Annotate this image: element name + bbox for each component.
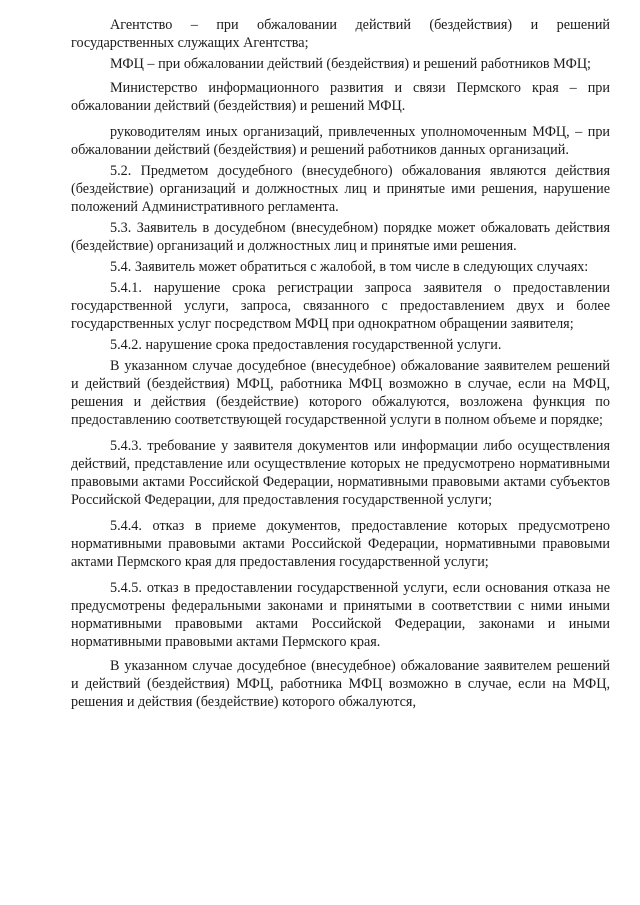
paragraph-other-organizations-appeal: руководителям иных организаций, привлеченных уполномоченным МФЦ, – при обжаловании действий (бездействия) и решений работников данных организаций. xyxy=(71,124,610,158)
paragraph-5-4-5: 5.4.5. отказ в предоставлении государственной услуги, если основания отказа не предусмотрены федеральными законами и принятыми в соответствии с ними иными нормативными правовыми актами Российской Федерации, законами и иными нормативными правовыми актами Пермского края. xyxy=(71,580,610,650)
paragraph-mfc-appeal: МФЦ – при обжаловании действий (бездействия) и решений работников МФЦ; xyxy=(110,56,592,72)
document-body xyxy=(71,16,610,711)
paragraph-ministry-appeal: Министерство информационного развития и связи Пермского края – при обжаловании действий (бездействия) и решений МФЦ. xyxy=(71,80,610,114)
paragraph-5-4-1: 5.4.1. нарушение срока регистрации запроса заявителя о предоставлении государственной услуги, запроса, связанного с предоставлением двух и более государственных услуг посредством МФЦ при однократном обращении заявителя; xyxy=(71,280,610,332)
paragraph-5-3: 5.3. Заявитель в досудебном (внесудебном) порядке может обжаловать действия (бездействие) организаций и должностных лиц и принятые ими решения. xyxy=(71,220,610,254)
paragraph-5-4-4: 5.4.4. отказ в приеме документов, предоставление которых предусмотрено нормативными правовыми актами Российской Федерации, нормативными правовыми актами Пермского края для предоставления государственной услуги; xyxy=(71,518,610,570)
paragraph-mfc-note-1: В указанном случае досудебное (внесудебное) обжалование заявителем решений и действий (бездействия) МФЦ, работника МФЦ возможно в случае, если на МФЦ, решения и действия (бездействие) которого обжалуются, возложена функция по предоставлению соответствующей государственной услуги в полном объеме и порядке; xyxy=(71,358,610,428)
paragraph-5-2: 5.2. Предметом досудебного (внесудебного) обжалования являются действия (бездействие) организаций и должностных лиц и принятые ими решения, нарушение положений Административного регламента. xyxy=(71,163,610,215)
paragraph-mfc-note-2: В указанном случае досудебное (внесудебное) обжалование заявителем решений и действий (бездействия) МФЦ, работника МФЦ возможно в случае, если на МФЦ, решения и действия (бездействие) которого обжалуются, xyxy=(71,658,610,710)
paragraph-agency-appeal: Агентство – при обжаловании действий (бездействия) и решений государственных служащих Агентства; xyxy=(71,17,610,51)
paragraph-5-4: 5.4. Заявитель может обратиться с жалобой, в том числе в следующих случаях: xyxy=(110,259,589,275)
paragraph-5-4-3: 5.4.3. требование у заявителя документов или информации либо осуществления действий, представление или осуществление которых не предусмотрено нормативными правовыми актами Российской Федерации, нормативными правовыми актами субъектов Российской Федерации, для предоставления государственной услуги; xyxy=(71,438,610,508)
paragraph-5-4-2: 5.4.2. нарушение срока предоставления государственной услуги. xyxy=(110,337,502,353)
